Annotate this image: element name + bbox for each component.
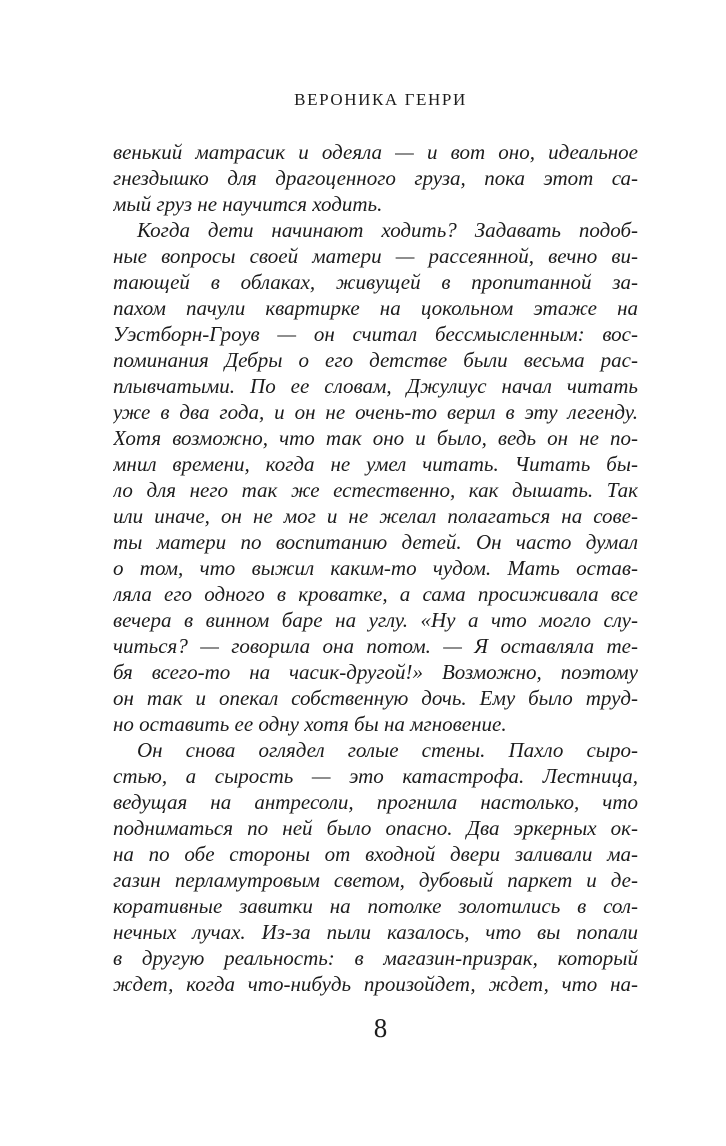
text-line: ты матери по воспитанию детей. Он часто думал xyxy=(113,530,638,554)
text-line: коративные завитки на потолке золотились в сол- xyxy=(113,894,638,918)
text-line: Когда дети начинают ходить? Задавать подоб- xyxy=(137,218,638,242)
text-line: ные вопросы своей матери — рассеянной, вечно ви- xyxy=(113,244,638,268)
running-header: ВЕРОНИКА ГЕНРИ xyxy=(294,90,467,109)
text-line: он так и опекал собственную дочь. Ему было труд- xyxy=(113,686,638,710)
text-line: уже в два года, и он не очень-то верил в эту легенду. xyxy=(113,400,638,424)
text-line: стью, а сырость — это катастрофа. Лестница, xyxy=(113,764,638,788)
text-line: или иначе, он не мог и не желал полагаться на сове- xyxy=(113,504,638,528)
text-line: ляла его одного в кроватке, а сама просиживала все xyxy=(113,582,638,606)
text-line: о том, что выжил каким-то чудом. Мать остав- xyxy=(113,556,638,580)
text-line: венький матрасик и одеяла — и вот оно, идеальное xyxy=(113,140,638,164)
text-line: бя всего-то на часик-другой!» Возможно, поэтому xyxy=(113,660,638,684)
text-line: пахом пачули квартирке на цокольном этаже на xyxy=(113,296,638,320)
text-line: Уэстборн-Гроув — он считал бессмысленным: вос- xyxy=(113,322,638,346)
text-line: ждет, когда что-нибудь произойдет, ждет, что на- xyxy=(113,972,638,996)
text-line: Хотя возможно, что так оно и было, ведь он не по- xyxy=(113,426,638,450)
text-line: в другую реальность: в магазин-призрак, который xyxy=(113,946,638,970)
text-line: Он снова оглядел голые стены. Пахло сыро- xyxy=(137,738,638,762)
text-line: читься? — говорила она потом. — Я оставляла те- xyxy=(113,634,638,658)
text-line: подниматься по ней было опасно. Два эркерных ок- xyxy=(113,816,638,840)
text-line: поминания Дебры о его детстве были весьма рас- xyxy=(113,348,638,372)
page-text xyxy=(113,139,638,997)
text-line: ведущая на антресоли, прогнила настолько, что xyxy=(113,790,638,814)
text-line: нечных лучах. Из-за пыли казалось, что вы попали xyxy=(113,920,638,944)
text-line: плывчатыми. По ее словам, Джулиус начал читать xyxy=(113,374,638,398)
text-line: тающей в облаках, живущей в пропитанной за- xyxy=(113,270,638,294)
text-line: ло для него так же естественно, как дышать. Так xyxy=(113,478,638,502)
text-line: но оставить ее одну хотя бы на мгновение. xyxy=(113,712,507,736)
text-line: на по обе стороны от входной двери заливали ма- xyxy=(113,842,638,866)
page-number: 8 xyxy=(373,1013,388,1043)
text-line: вечера в винном баре на углу. «Ну а что могло слу- xyxy=(113,608,638,632)
text-line: мый груз не научится ходить. xyxy=(113,192,383,216)
text-line: мнил времени, когда не умел читать. Читать бы- xyxy=(113,452,638,476)
text-line: газин перламутровым светом, дубовый паркет и де- xyxy=(113,868,638,892)
text-line: гнездышко для драгоценного груза, пока этот са- xyxy=(113,166,638,190)
